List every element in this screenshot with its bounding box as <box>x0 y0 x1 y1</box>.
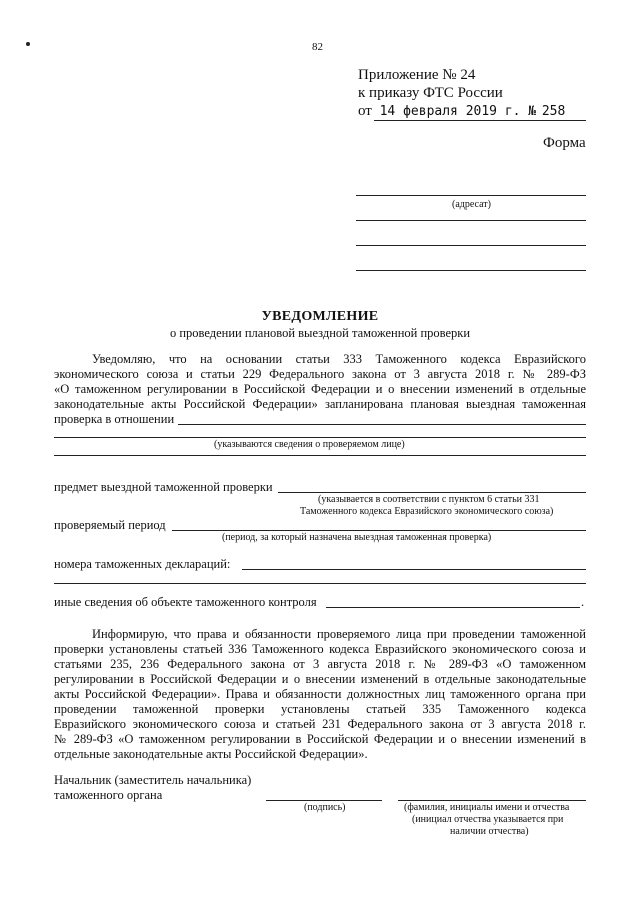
para2-line7: Евразийского экономического союза и статьей 231 Федерального закона от 3 августа 2018 г. <box>54 717 586 731</box>
declarations-line-2[interactable] <box>54 583 586 584</box>
para2-line8: № 289-ФЗ «О таможенном регулировании в Российской Федерации и о внесении изменений в <box>54 732 586 746</box>
para1-line2: экономического союза и статьи 229 Федерального закона от 3 августа 2018 г. № 289-ФЗ <box>54 367 586 381</box>
addressee-line-1 <box>356 195 586 196</box>
margin-mark <box>26 42 30 46</box>
signature-caption: (подпись) <box>304 802 346 813</box>
checked-person-line-2 <box>54 437 586 438</box>
para2-line1: Информирую, что права и обязанности проверяемого лица при проведении таможенной <box>92 627 586 641</box>
subject-label: предмет выездной таможенной проверки <box>54 480 273 494</box>
other-line-end-dot: . <box>581 595 585 609</box>
name-line[interactable] <box>398 800 586 801</box>
document-subtitle: о проведении плановой выездной таможенной проверки <box>169 326 471 340</box>
para2-line2: проверки установлены статьей 336 Таможенного кодекса Евразийского экономического союза и <box>54 642 586 656</box>
period-caption: (период, за который назначена выездная таможенная проверка) <box>222 532 492 543</box>
checked-person-line-1 <box>178 424 586 425</box>
signature-role-1: Начальник (заместитель начальника) <box>54 773 252 787</box>
signature-line[interactable] <box>266 800 382 801</box>
appendix-from: от <box>358 103 372 119</box>
addressee-caption: (адресат) <box>452 199 491 210</box>
para2-line5: акты Российской Федерации». Права и обязанности должностных лиц таможенного органа при <box>54 687 586 701</box>
appendix-number: 258 <box>541 104 566 119</box>
para2-line4: регулировании в Российской Федерации и о внесении изменений в отдельные законодательные <box>54 672 586 686</box>
subject-line[interactable] <box>278 492 586 493</box>
appendix-date-underline <box>374 120 586 121</box>
appendix-number-sign: № <box>528 104 537 119</box>
checked-person-caption: (указываются сведения о проверяемом лице) <box>214 439 405 450</box>
addressee-line-3 <box>356 245 586 246</box>
name-caption-2: (инициал отчества указывается при <box>412 814 564 825</box>
subject-caption-2: Таможенного кодекса Евразийского экономического союза) <box>300 506 554 517</box>
para1-line3: «О таможенном регулировании в Российской Федерации и о внесении изменений в отдельные <box>54 382 586 396</box>
name-caption-3: наличии отчества) <box>450 826 529 837</box>
para1-line1: Уведомляю, что на основании статьи 333 Таможенного кодекса Евразийского <box>92 352 586 366</box>
checked-person-line-3 <box>54 455 586 456</box>
other-label: иные сведения об объекте таможенного контроля <box>54 595 317 609</box>
para2-line3: статьями 235, 236 Федерального закона от 3 августа 2018 г. № 289-ФЗ «О таможенном <box>54 657 586 671</box>
period-label: проверяемый период <box>54 518 166 532</box>
declarations-line-1[interactable] <box>242 569 586 570</box>
signature-role-2: таможенного органа <box>54 788 163 802</box>
page-number: 82 <box>312 41 323 53</box>
form-label: Форма <box>543 135 586 151</box>
addressee-line-4 <box>356 270 586 271</box>
name-caption-1: (фамилия, инициалы имени и отчества <box>404 802 570 813</box>
appendix-date: 14 февраля 2019 г. <box>379 104 521 119</box>
para2-line9: отдельные законодательные акты Российской Федерации». <box>54 747 368 761</box>
addressee-line-2 <box>356 220 586 221</box>
para2-line6: проведении таможенной проверки установлены статьей 335 Таможенного кодекса <box>54 702 586 716</box>
declarations-label: номера таможенных деклараций: <box>54 557 231 571</box>
para1-line5: проверка в отношении <box>54 412 175 426</box>
appendix-line1: Приложение № 24 <box>358 67 476 83</box>
other-line[interactable] <box>326 607 580 608</box>
document-title: УВЕДОМЛЕНИЕ <box>261 309 379 324</box>
para1-line4: законодательные акты Российской Федерации» запланирована плановая выездная таможенная <box>54 397 586 411</box>
appendix-line2: к приказу ФТС России <box>358 85 503 101</box>
subject-caption-1: (указывается в соответствии с пунктом 6 статьи 331 <box>318 494 540 505</box>
period-line[interactable] <box>172 530 586 531</box>
appendix-block <box>358 66 565 121</box>
